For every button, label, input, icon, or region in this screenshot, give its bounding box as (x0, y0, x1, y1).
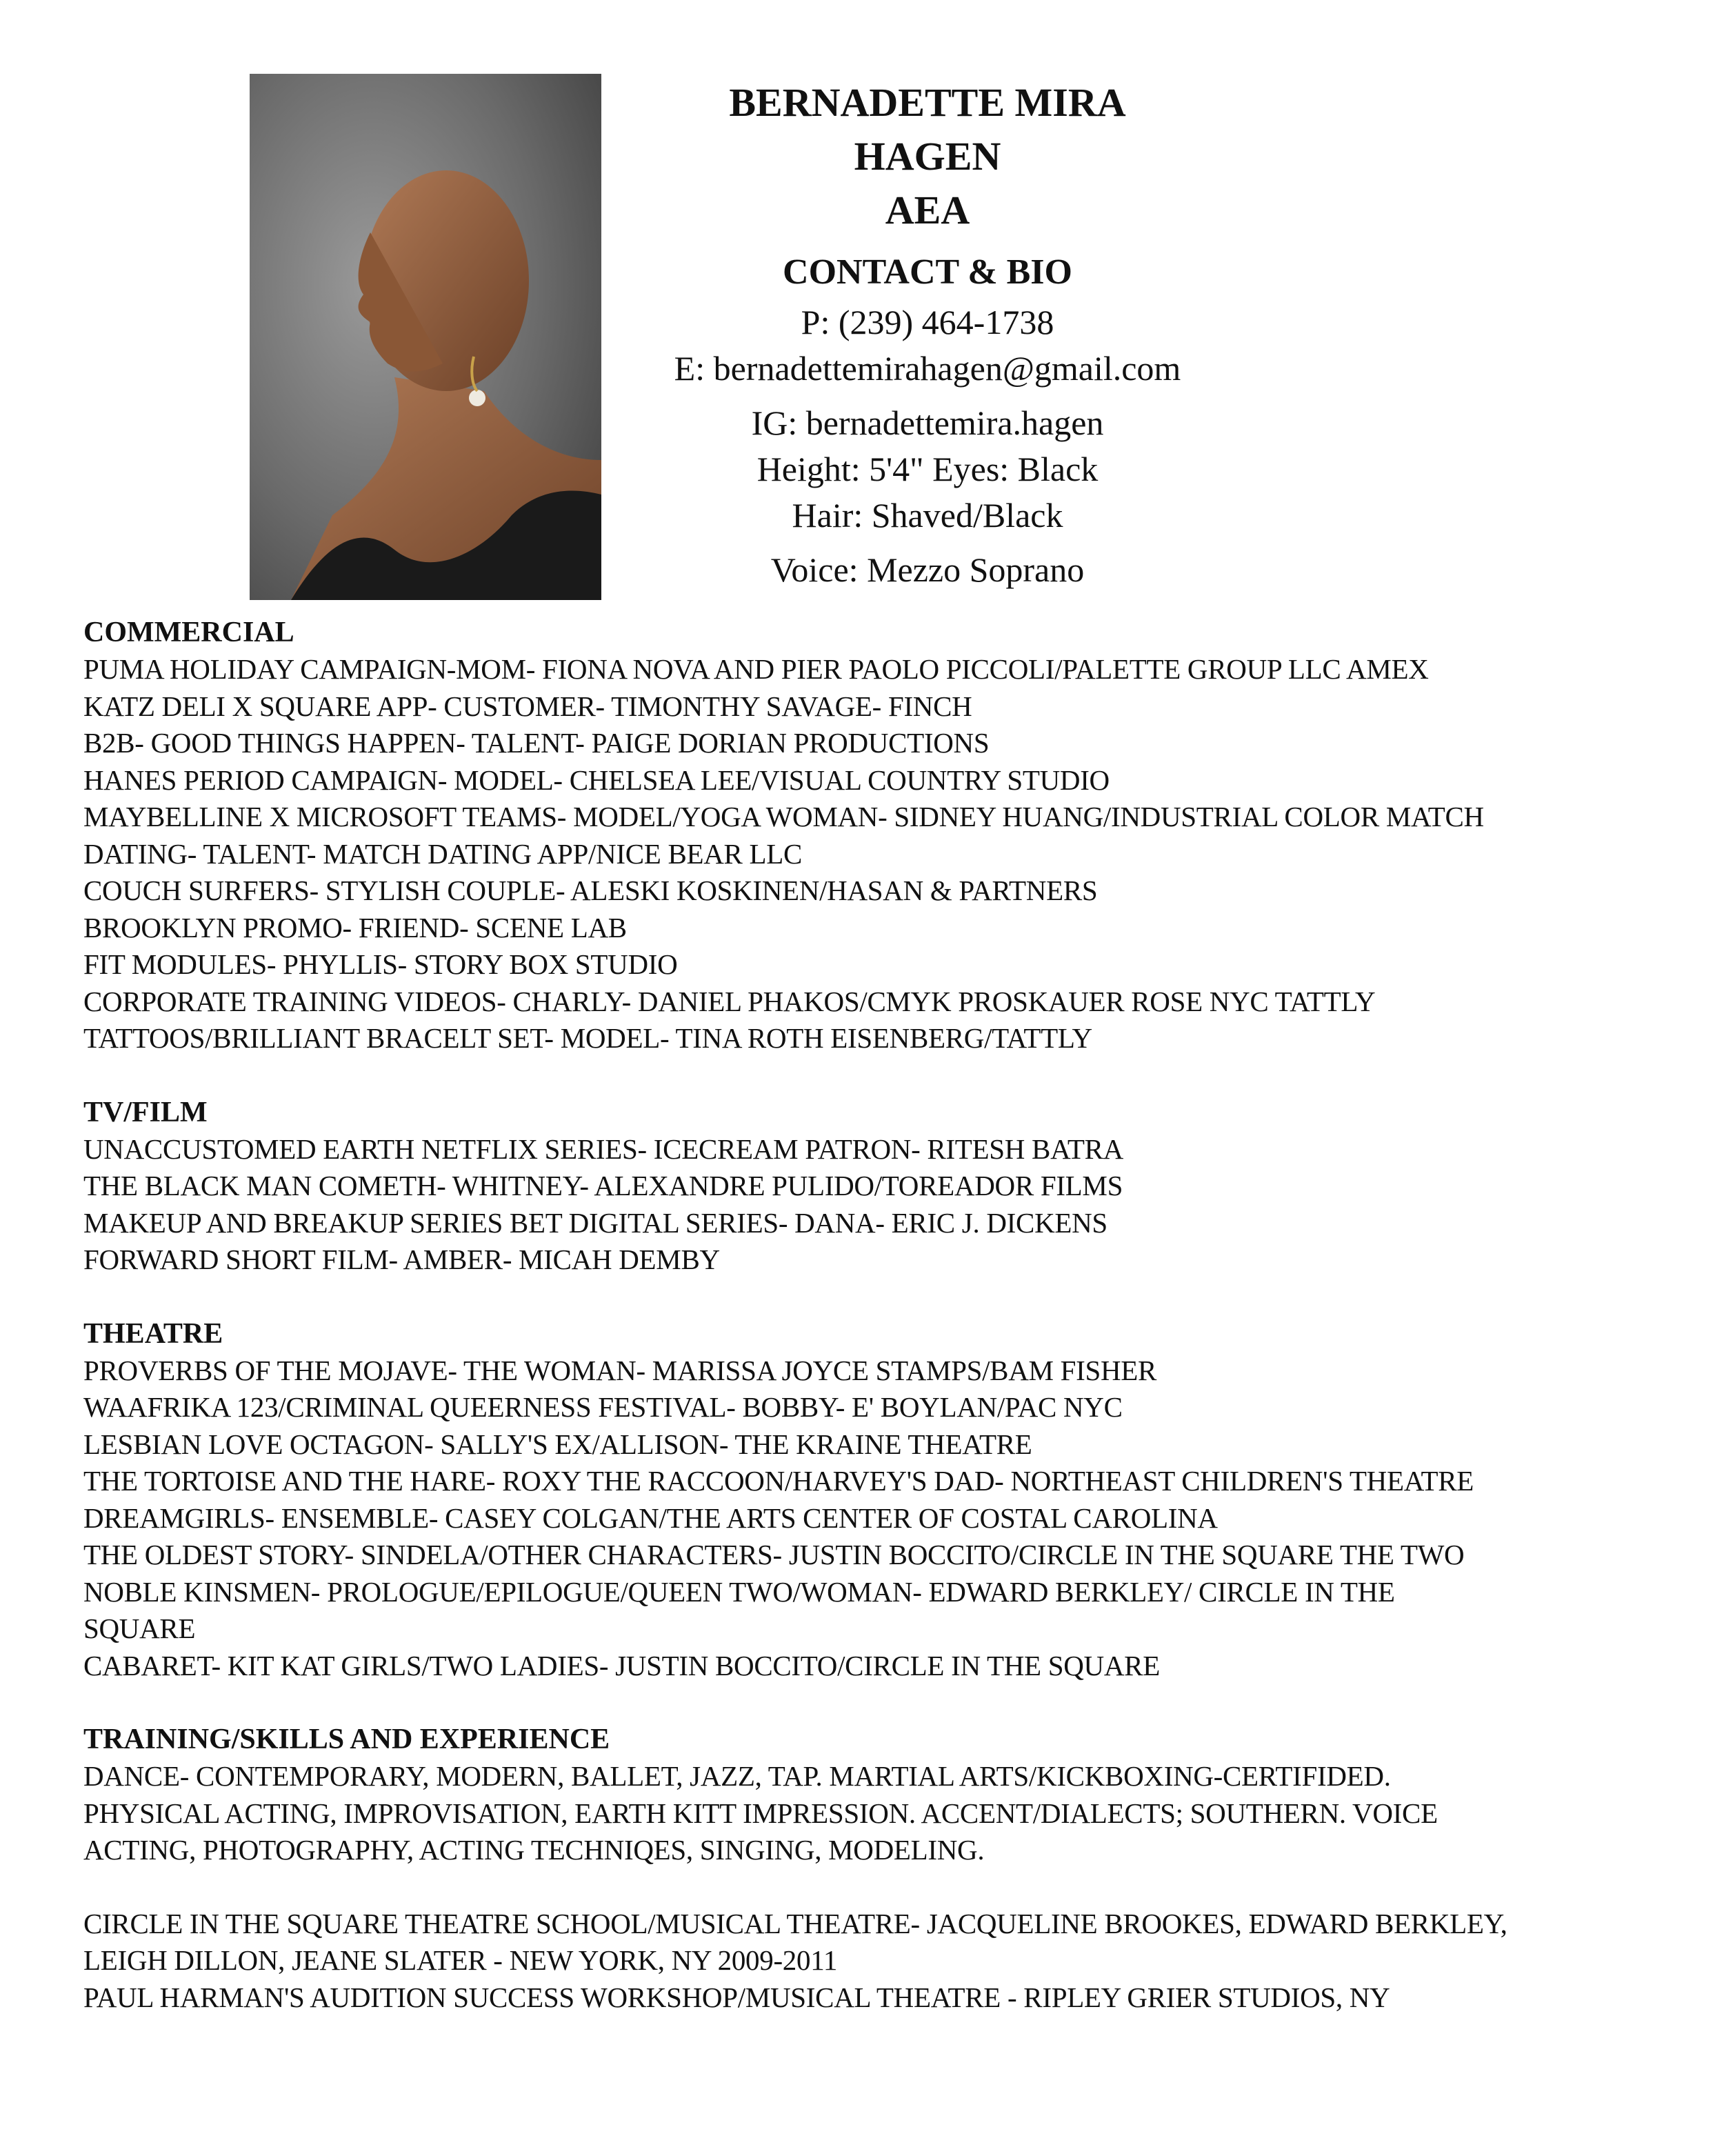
credit-line: NOBLE KINSMEN- PROLOGUE/EPILOGUE/QUEEN TWO/WOMAN- EDWARD BERKLEY/ CIRCLE IN THE (83, 1575, 1395, 1608)
headshot-photo (250, 74, 601, 600)
school-line: LEIGH DILLON, JEANE SLATER - NEW YORK, NY 2009-2011 (83, 1944, 838, 1976)
section-theatre (83, 1315, 1656, 1685)
credit-line: WAAFRIKA 123/CRIMINAL QUEERNESS FESTIVAL- BOBBY- E' BOYLAN/PAC NYC (83, 1391, 1123, 1423)
section-title-tvfilm: TV/FILM (83, 1096, 208, 1128)
school-line: PAUL HARMAN'S AUDITION SUCCESS WORKSHOP/MUSICAL THEATRE - RIPLEY GRIER STUDIOS, NY (83, 1981, 1390, 2013)
name-line-1: BERNADETTE MIRA (729, 80, 1126, 125)
section-tvfilm (83, 1094, 1656, 1279)
credit-line: THE BLACK MAN COMETH- WHITNEY- ALEXANDRE PULIDO/TOREADOR FILMS (83, 1170, 1123, 1201)
name-line-3: AEA (885, 188, 970, 232)
credit-line: FORWARD SHORT FILM- AMBER- MICAH DEMBY (83, 1244, 720, 1275)
credit-line: B2B- GOOD THINGS HAPPEN- TALENT- PAIGE DORIAN PRODUCTIONS (83, 727, 990, 759)
name-line-2: HAGEN (854, 134, 1001, 179)
section-title-commercial: COMMERCIAL (83, 617, 294, 648)
spacer (83, 1869, 1656, 1906)
credit-line: DATING- TALENT- MATCH DATING APP/NICE BEAR LLC (83, 837, 803, 870)
credit-line: HANES PERIOD CAMPAIGN- MODEL- CHELSEA LEE/VISUAL COUNTRY STUDIO (83, 763, 1110, 796)
credit-line: PUMA HOLIDAY CAMPAIGN-MOM- FIONA NOVA AND PIER PAOLO PICCOLI/PALETTE GROUP LLC AMEX (83, 653, 1429, 685)
headshot-illustration (250, 74, 601, 600)
credit-line: TATTOOS/BRILLIANT BRACELT SET- MODEL- TINA ROTH EISENBERG/TATTLY (83, 1022, 1092, 1054)
skills-line: DANCE- CONTEMPORARY, MODERN, BALLET, JAZZ, TAP. MARTIAL ARTS/KICKBOXING-CERTIFIDED. (83, 1760, 1391, 1792)
credit-line: DREAMGIRLS- ENSEMBLE- CASEY COLGAN/THE ARTS CENTER OF COSTAL CAROLINA (83, 1501, 1218, 1534)
skills-line: ACTING, PHOTOGRAPHY, ACTING TECHNIQES, SINGING, MODELING. (83, 1834, 985, 1866)
section-title-theatre: THEATRE (83, 1317, 223, 1350)
skills-line: PHYSICAL ACTING, IMPROVISATION, EARTH KITT IMPRESSION. ACCENT/DIALECTS; SOUTHERN. VOICE (83, 1797, 1438, 1829)
resume-body (83, 614, 1656, 2053)
credit-line: FIT MODULES- PHYLLIS- STORY BOX STUDIO (83, 948, 678, 980)
section-training (83, 1721, 1656, 2016)
credit-line: COUCH SURFERS- STYLISH COUPLE- ALESKI KOSKINEN/HASAN & PARTNERS (83, 875, 1098, 906)
section-title-training: TRAINING/SKILLS AND EXPERIENCE (83, 1724, 610, 1755)
email-line: E: bernadettemirahagen@gmail.com (674, 349, 1181, 388)
credit-line: THE OLDEST STORY- SINDELA/OTHER CHARACTERS- JUSTIN BOCCITO/CIRCLE IN THE SQUARE THE TWO (83, 1539, 1465, 1570)
contact-title: CONTACT & BIO (783, 252, 1072, 292)
section-commercial (83, 614, 1656, 1057)
credit-line: MAKEUP AND BREAKUP SERIES BET DIGITAL SERIES- DANA- ERIC J. DICKENS (83, 1206, 1107, 1239)
credit-line: KATZ DELI X SQUARE APP- CUSTOMER- TIMONTHY SAVAGE- FINCH (83, 690, 972, 722)
credit-line: MAYBELLINE X MICROSOFT TEAMS- MODEL/YOGA WOMAN- SIDNEY HUANG/INDUSTRIAL COLOR MATCH (83, 801, 1484, 832)
credit-line: CABARET- KIT KAT GIRLS/TWO LADIES- JUSTIN BOCCITO/CIRCLE IN THE SQUARE (83, 1649, 1160, 1681)
credit-line: THE TORTOISE AND THE HARE- ROXY THE RACCOON/HARVEY'S DAD- NORTHEAST CHILDREN'S THEATRE (83, 1465, 1474, 1497)
hair-line: Hair: Shaved/Black (792, 496, 1063, 535)
credit-line: BROOKLYN PROMO- FRIEND- SCENE LAB (83, 911, 627, 944)
credit-line: PROVERBS OF THE MOJAVE- THE WOMAN- MARISSA JOYCE STAMPS/BAM FISHER (83, 1354, 1157, 1386)
voice-line: Voice: Mezzo Soprano (770, 550, 1085, 589)
credit-line: LESBIAN LOVE OCTAGON- SALLY'S EX/ALLISON- THE KRAINE THEATRE (83, 1428, 1032, 1460)
instagram-line: IG: bernadettemira.hagen (751, 403, 1104, 442)
height-eyes-line: Height: 5'4" Eyes: Black (756, 450, 1099, 488)
resume-header (607, 76, 1248, 593)
credit-line: UNACCUSTOMED EARTH NETFLIX SERIES- ICECREAM PATRON- RITESH BATRA (83, 1132, 1123, 1165)
credit-line: SQUARE (83, 1613, 196, 1644)
school-line: CIRCLE IN THE SQUARE THEATRE SCHOOL/MUSICAL THEATRE- JACQUELINE BROOKES, EDWARD BERKLEY, (83, 1907, 1507, 1939)
phone-line: P: (239) 464-1738 (801, 303, 1054, 341)
credit-line: CORPORATE TRAINING VIDEOS- CHARLY- DANIEL PHAKOS/CMYK PROSKAUER ROSE NYC TATTLY (83, 985, 1376, 1017)
